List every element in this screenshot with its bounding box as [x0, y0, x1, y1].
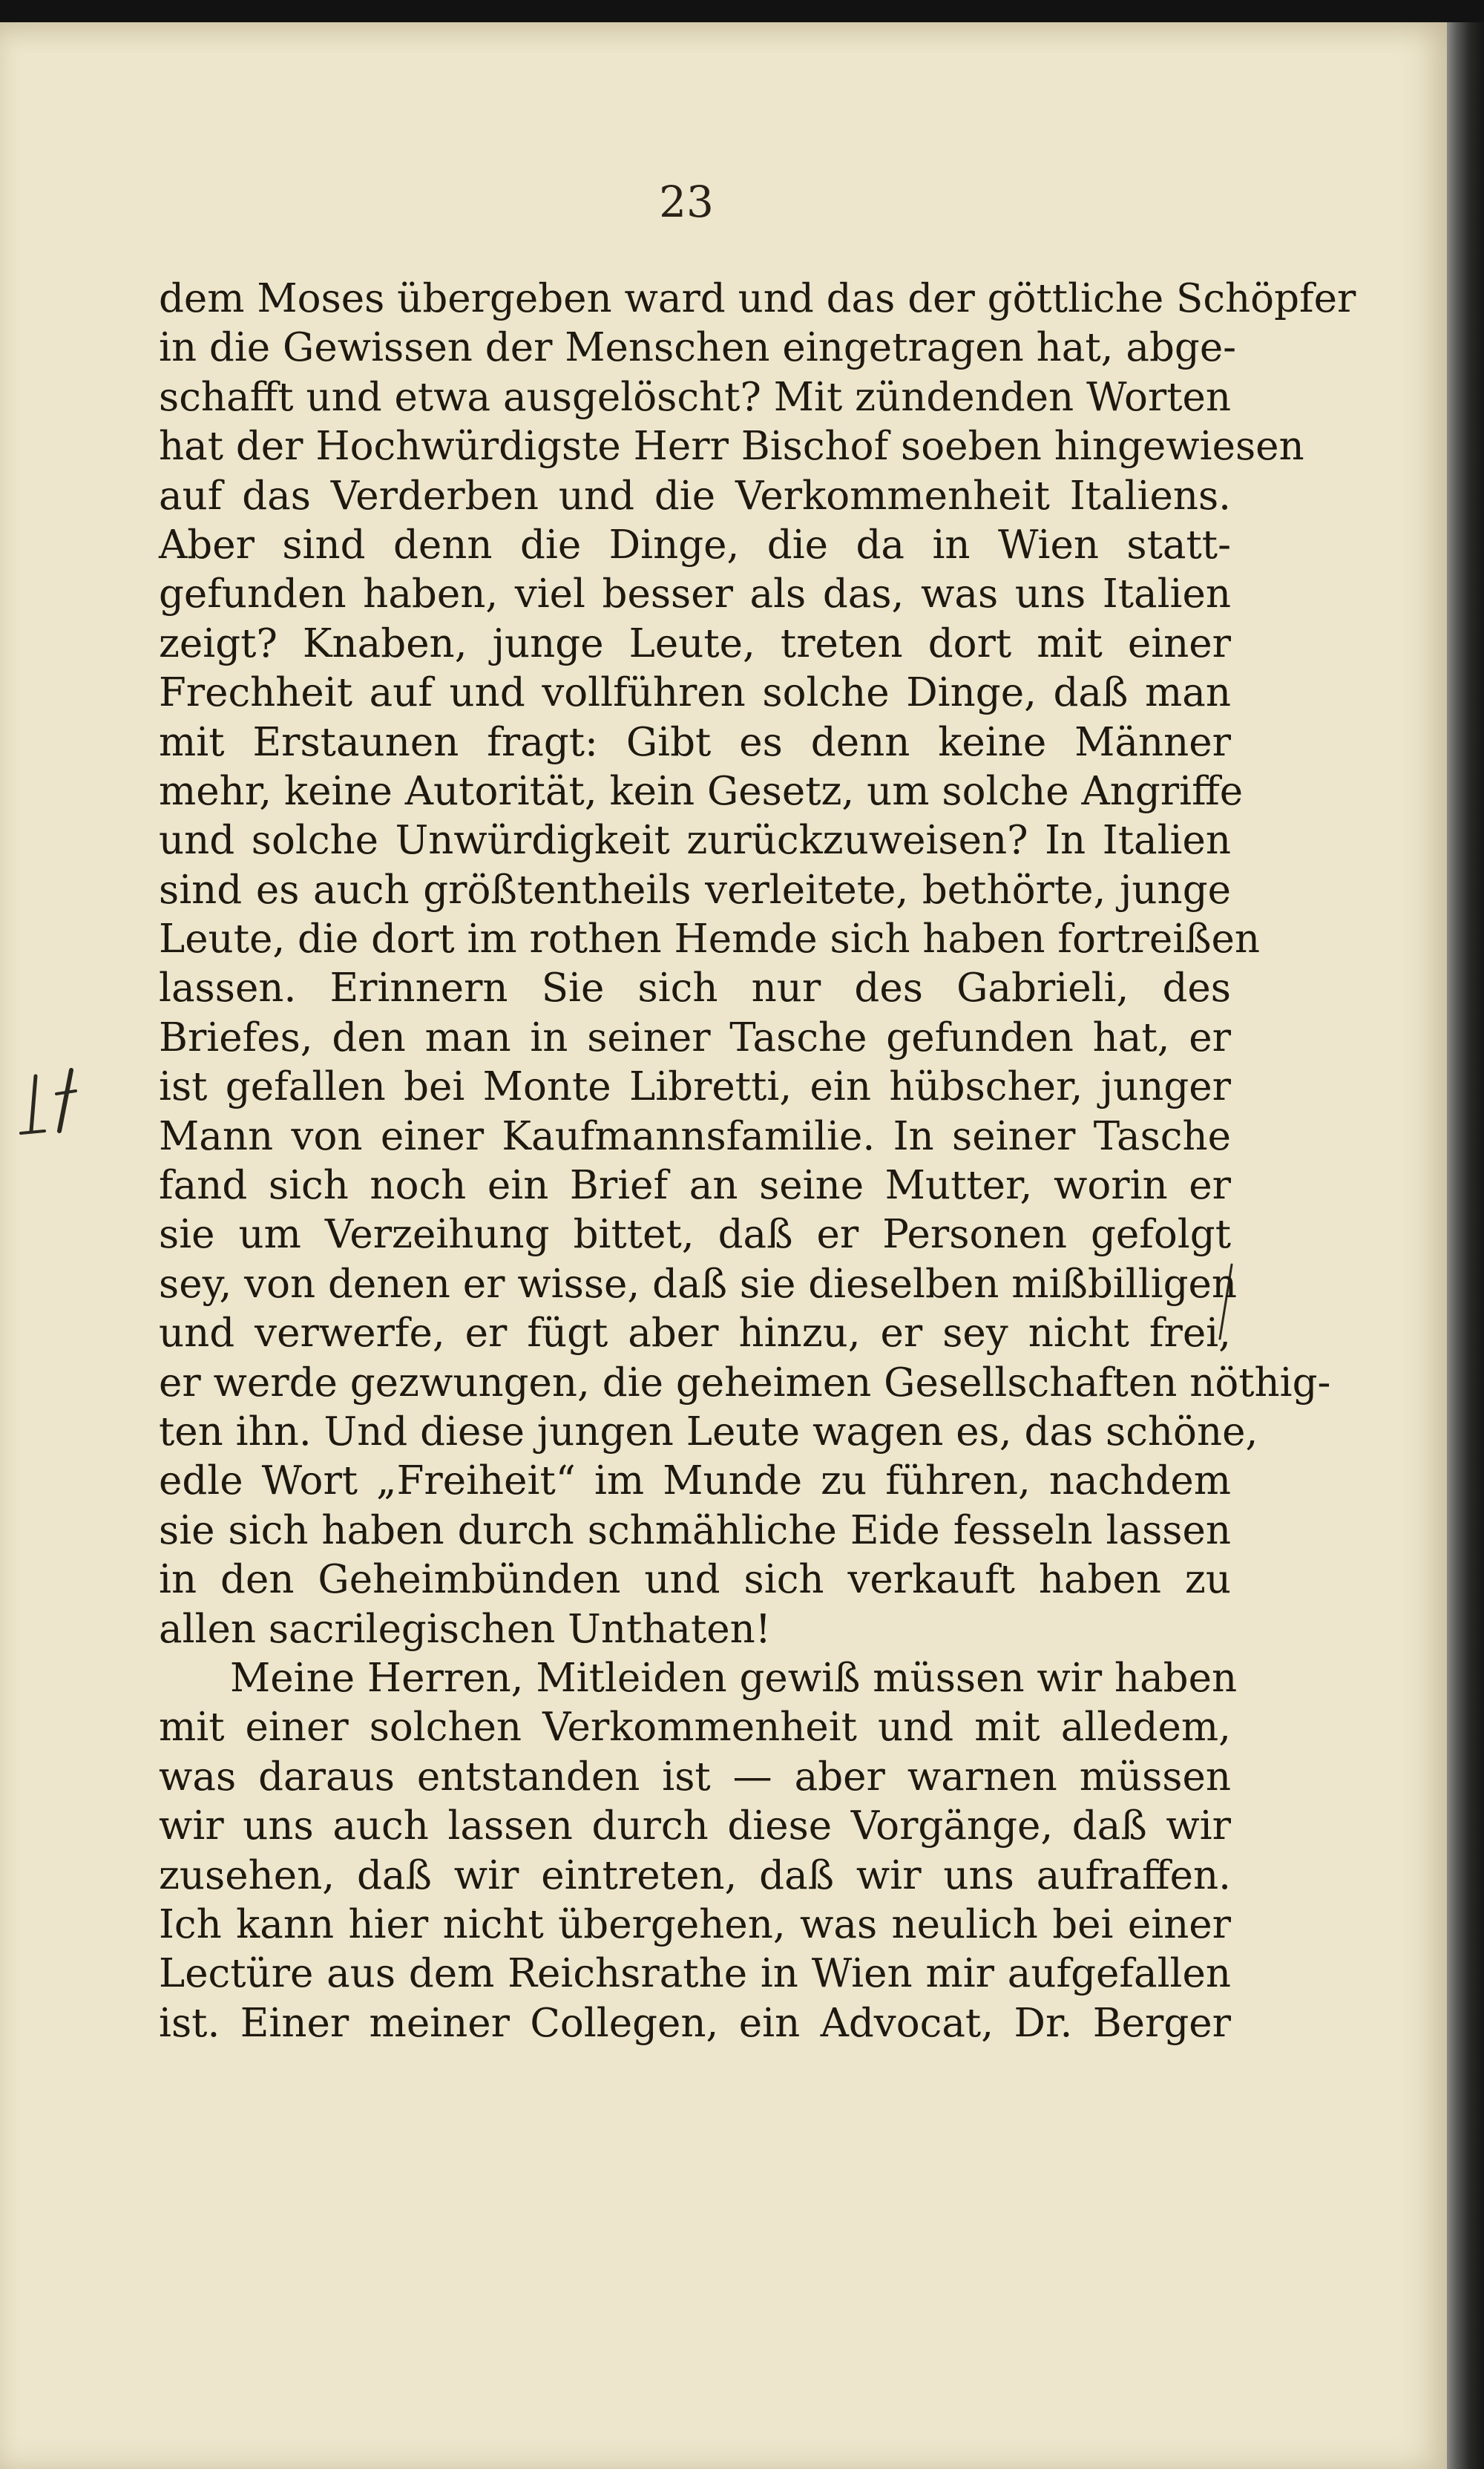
text-line: und solche Unwürdigkeit zurückzuweisen? In Italien [159, 818, 1231, 864]
text-line: Aber sind denn die Dinge, die da in Wien statt- [159, 522, 1231, 568]
text-line: zeigt? Knaben, junge Leute, treten dort mit einer [159, 620, 1231, 666]
text-line: auf das Verderben und die Verkommenheit Italiens. [159, 473, 1231, 519]
text-line: wir uns auch lassen durch diese Vorgänge, daß wir [159, 1803, 1231, 1849]
text-line: Mann von einer Kaufmannsfamilie. In seiner Tasche [159, 1113, 1231, 1159]
text-line: hat der Hochwürdigste Herr Bischof soeben hingewiesen [159, 424, 1304, 470]
text-line: Frechheit auf und vollführen solche Dinge, daß man [159, 670, 1231, 716]
text-line: in den Geheimbünden und sich verkauft haben zu [159, 1557, 1231, 1603]
text-line: mit Erstaunen fragt: Gibt es denn keine Männer [159, 719, 1231, 765]
text-line: sind es auch größtentheils verleitete, bethörte, junge [159, 867, 1231, 913]
text-line: gefunden haben, viel besser als das, was uns Italien [159, 571, 1231, 617]
text-line: sie sich haben durch schmähliche Eide fesseln lassen [159, 1507, 1231, 1553]
text-line: zusehen, daß wir eintreten, daß wir uns aufraffen. [159, 1852, 1231, 1898]
book-spine-edge [1447, 22, 1484, 2469]
text-line: allen sacrilegischen Unthaten! [159, 1606, 772, 1652]
text-line: Leute, die dort im rothen Hemde sich haben fortreißen [159, 917, 1261, 963]
text-line: Ich kann hier nicht übergehen, was neulich bei einer [159, 1901, 1231, 1947]
text-line: Lectüre aus dem Reichsrathe in Wien mir aufgefallen [159, 1951, 1231, 1997]
page-number: 23 [659, 177, 714, 227]
text-line: lassen. Erinnern Sie sich nur des Gabrieli, des [159, 965, 1231, 1011]
text-line: mehr, keine Autorität, kein Gesetz, um solche Angriffe [159, 768, 1244, 814]
text-line: was daraus entstanden ist — aber warnen müssen [159, 1754, 1231, 1800]
text-line: in die Gewissen der Menschen eingetragen hat, abge- [159, 325, 1237, 371]
text-line: ist. Einer meiner Collegen, ein Advocat, Dr. Berger [159, 2000, 1231, 2046]
text-line: ist gefallen bei Monte Libretti, ein hübscher, junger [159, 1064, 1231, 1110]
text-line: dem Moses übergeben ward und das der göttliche Schöpfer [159, 276, 1356, 321]
text-line: fand sich noch ein Brief an seine Mutter, worin er [159, 1163, 1231, 1209]
text-line: edle Wort „Freiheit“ im Munde zu führen, nachdem [159, 1458, 1231, 1504]
text-line: sie um Verzeihung bittet, daß er Personen gefolgt [159, 1212, 1231, 1258]
text-line: Briefes, den man in seiner Tasche gefunden hat, er [159, 1014, 1231, 1060]
text-line: Meine Herren, Mitleiden gewiß müssen wir haben [230, 1655, 1238, 1701]
text-line: mit einer solchen Verkommenheit und mit alledem, [159, 1705, 1231, 1751]
text-line: und verwerfe, er fügt aber hinzu, er sey nicht frei, [159, 1311, 1231, 1357]
text-line: ten ihn. Und diese jungen Leute wagen es, das schöne, [159, 1409, 1258, 1455]
body-text [159, 275, 1356, 2048]
text-line: schafft und etwa ausgelöscht? Mit zündenden Worten [159, 374, 1231, 420]
handwritten-margin-note [10, 1063, 92, 1144]
text-line: er werde gezwungen, die geheimen Gesellschaften nöthig- [159, 1360, 1331, 1406]
text-line: sey, von denen er wisse, daß sie dieselben mißbilligen [159, 1261, 1238, 1307]
